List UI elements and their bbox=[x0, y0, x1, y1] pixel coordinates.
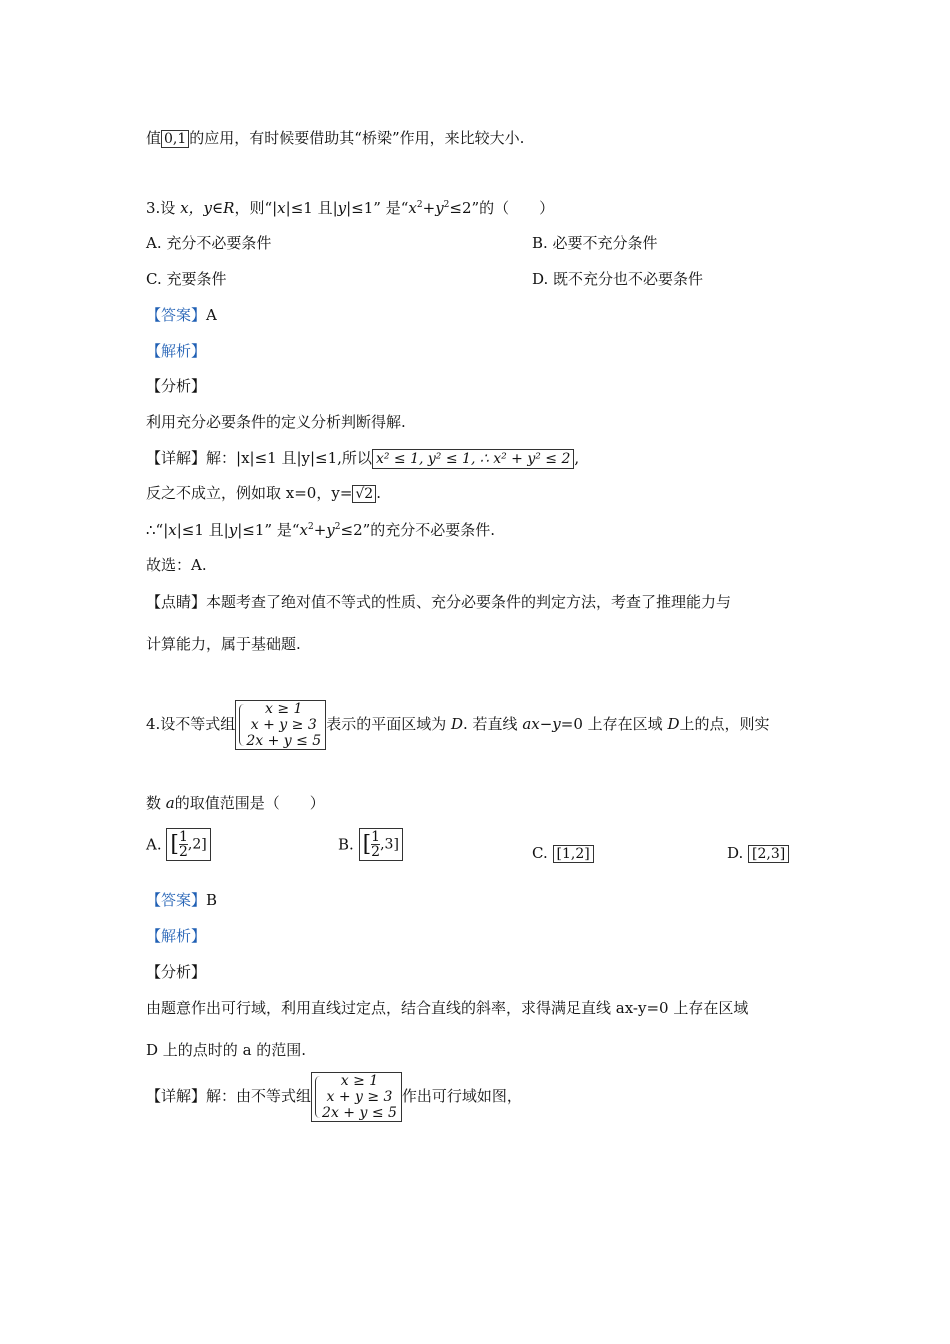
counter-period: . bbox=[376, 484, 381, 502]
numerator: 1 bbox=[371, 829, 381, 845]
answer-value: B bbox=[206, 891, 218, 909]
detail-text: 解：由不等式组 bbox=[206, 1087, 312, 1105]
exponent: 2 bbox=[416, 200, 423, 210]
q4-fenxi: 由题意作出可行域，利用直线过定点，结合直线的斜率，求得满足直线 ax-y=0 上存在区域 bbox=[146, 999, 749, 1017]
q4-answer bbox=[146, 890, 217, 910]
inequality-system-box bbox=[311, 1072, 402, 1122]
therefore-part: ∴“| bbox=[146, 521, 169, 539]
q3-counter bbox=[146, 483, 381, 503]
q4-stem-part: 4.设不等式组 bbox=[146, 715, 236, 733]
region-d: D bbox=[450, 715, 464, 733]
detail-text: 解：|x|≤1 且|y|≤1,所以 bbox=[206, 449, 372, 467]
answer-value: A bbox=[206, 306, 217, 324]
q3-option-a: A. 充分不必要条件 bbox=[146, 234, 272, 252]
interval-box: [2,3] bbox=[748, 845, 789, 863]
fraction bbox=[371, 830, 380, 859]
q3-detail bbox=[146, 448, 579, 469]
q3-stem-part: |≤1 且| bbox=[285, 199, 338, 217]
q3-stem bbox=[146, 198, 554, 218]
q4-stem bbox=[146, 698, 769, 750]
detail-text: 作出可行域如图， bbox=[401, 1087, 522, 1105]
interval-box bbox=[359, 828, 403, 861]
q3-dianjing bbox=[146, 592, 731, 612]
q3-option-d: D. 既不充分也不必要条件 bbox=[532, 270, 704, 288]
q3-therefore bbox=[146, 520, 495, 540]
dianjing-tag: 【点睛】 bbox=[146, 593, 207, 611]
var-x: x bbox=[299, 521, 308, 539]
q3-option-c: C. 充要条件 bbox=[146, 270, 227, 288]
intro-line bbox=[146, 128, 524, 148]
q3-stem-part: 3.设 bbox=[146, 199, 181, 217]
q4-stem-part: 上的点，则实 bbox=[679, 715, 770, 733]
option-label: B. bbox=[338, 835, 354, 854]
q3-var-x: x bbox=[408, 199, 417, 217]
intro-suffix: 的应用，有时候要借助其“桥梁”作用，来比较大小. bbox=[189, 129, 525, 147]
q3-stem-part: ，则“| bbox=[234, 199, 278, 217]
q4-stem-part: 的取值范围是（ ） bbox=[174, 794, 325, 812]
q3-vars: x，y∈R bbox=[180, 199, 235, 217]
interval-tail: ,3] bbox=[380, 836, 399, 853]
q3-fenxi-tag: 【分析】 bbox=[146, 377, 207, 395]
q4-option-c bbox=[532, 843, 594, 863]
option-label: C. bbox=[532, 844, 548, 862]
q3-var-y: y bbox=[435, 199, 444, 217]
fraction bbox=[179, 830, 188, 859]
inequality-system-box bbox=[235, 700, 326, 750]
sqrt-box: √2 bbox=[352, 485, 376, 503]
dianjing-text: 本题考查了绝对值不等式的性质、充分必要条件的判定方法，考查了推理能力与 bbox=[206, 593, 732, 611]
therefore-part: |≤1” 是“ bbox=[237, 521, 300, 539]
q3-dianjing-cont: 计算能力，属于基础题. bbox=[146, 635, 301, 653]
q4-option-d bbox=[727, 843, 789, 863]
exponent: 2 bbox=[334, 522, 341, 532]
detail-tag: 【详解】 bbox=[146, 1087, 207, 1105]
detail-comma: , bbox=[574, 449, 580, 467]
q4-stem-cont bbox=[146, 793, 325, 813]
system-row: 2x + y ≤ 5 bbox=[246, 733, 322, 749]
therefore-part: |≤1 且| bbox=[176, 521, 229, 539]
q3-answer bbox=[146, 305, 217, 325]
q3-fenxi: 利用充分必要条件的定义分析判断得解. bbox=[146, 413, 406, 431]
plus: + bbox=[313, 521, 327, 539]
q3-option-b: B. 必要不充分条件 bbox=[532, 234, 658, 252]
q4-analysis-tag: 【解析】 bbox=[146, 927, 207, 945]
system-row: x + y ≥ 3 bbox=[250, 717, 317, 733]
q3-var-y: y bbox=[337, 199, 347, 217]
q4-stem-part: 表示的平面区域为 bbox=[326, 715, 451, 733]
detail-tag: 【详解】 bbox=[146, 449, 207, 467]
exponent: 2 bbox=[443, 200, 450, 210]
q3-plus: + bbox=[422, 199, 436, 217]
counter-text: 反之不成立，例如取 x=0，y= bbox=[146, 484, 353, 502]
region-d: D bbox=[667, 715, 680, 733]
q4-stem-part: =0 上存在区域 bbox=[560, 715, 668, 733]
line-expr: ax−y bbox=[522, 715, 561, 733]
option-label: A. bbox=[146, 835, 162, 854]
interval-box: [1,2] bbox=[553, 845, 594, 863]
answer-tag: 【答案】 bbox=[146, 306, 207, 324]
q3-choose: 故选：A. bbox=[146, 556, 207, 574]
interval-tail: ,2] bbox=[187, 836, 207, 853]
system-row: x ≥ 1 bbox=[265, 701, 303, 717]
answer-tag: 【答案】 bbox=[146, 891, 207, 909]
q3-var-x: x bbox=[277, 199, 286, 217]
system-row: x ≥ 1 bbox=[340, 1073, 379, 1089]
q4-option-a bbox=[146, 828, 211, 861]
var-x: x bbox=[168, 521, 177, 539]
q4-detail bbox=[146, 1070, 522, 1122]
denominator: 2 bbox=[371, 844, 381, 860]
therefore-part: ≤2”的充分不必要条件. bbox=[340, 521, 496, 539]
denominator: 2 bbox=[178, 844, 188, 860]
var-a: a bbox=[165, 794, 175, 812]
bracket: [ bbox=[170, 831, 179, 857]
system-row: x + y ≥ 3 bbox=[326, 1089, 393, 1105]
system-row: 2x + y ≤ 5 bbox=[322, 1105, 397, 1121]
option-label: D. bbox=[727, 844, 744, 862]
q4-stem-part: . 若直线 bbox=[463, 715, 523, 733]
interval-box bbox=[166, 828, 210, 861]
q3-stem-part: |≤1” 是“ bbox=[346, 199, 409, 217]
exponent: 2 bbox=[307, 522, 314, 532]
q3-stem-part: ≤2”的（ ） bbox=[449, 199, 555, 217]
q4-fenxi-cont: D 上的点时的 a 的范围. bbox=[146, 1041, 307, 1059]
intro-prefix: 值 bbox=[146, 129, 162, 147]
interval-box: 0,1 bbox=[161, 130, 189, 148]
inequality-box: x² ≤ 1, y² ≤ 1, ∴ x² + y² ≤ 2 bbox=[372, 449, 574, 469]
q4-option-b bbox=[338, 828, 403, 861]
q3-analysis-tag: 【解析】 bbox=[146, 342, 207, 360]
numerator: 1 bbox=[178, 829, 188, 845]
var-y: y bbox=[326, 521, 335, 539]
var-y: y bbox=[228, 521, 238, 539]
q4-fenxi-tag: 【分析】 bbox=[146, 963, 207, 981]
q4-stem-part: 数 bbox=[146, 794, 166, 812]
bracket: [ bbox=[362, 831, 372, 857]
